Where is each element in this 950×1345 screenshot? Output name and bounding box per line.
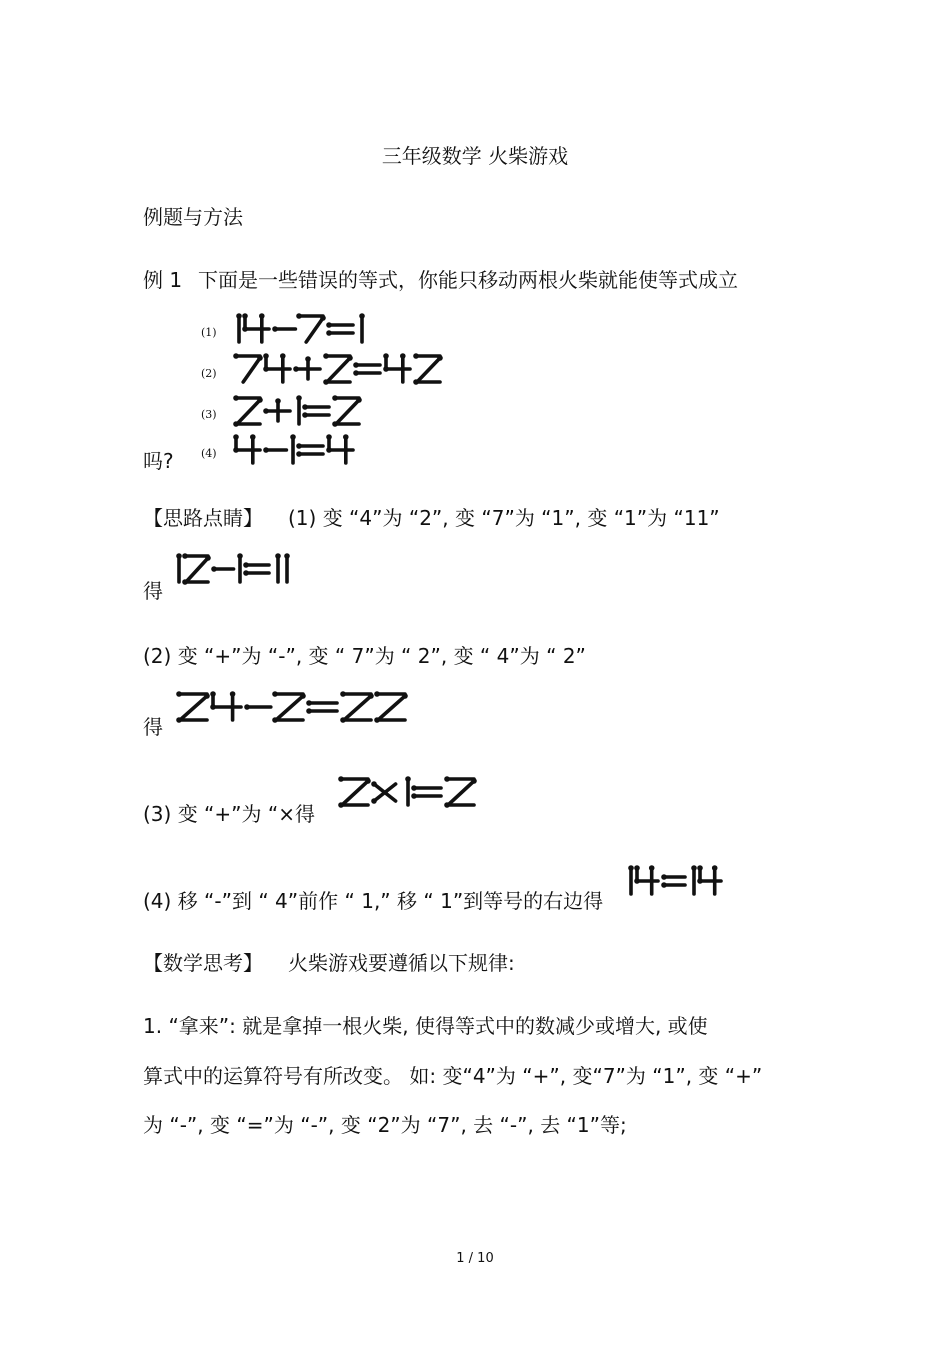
matchstick-head [405, 776, 411, 782]
result-prefix: 得 [143, 579, 163, 603]
matchstick-equation-4 [232, 433, 412, 467]
example-ending: 吗? [143, 449, 174, 473]
matchstick-head [296, 313, 302, 319]
matchstick-head [210, 704, 216, 710]
matchstick-head [211, 566, 217, 572]
matchstick [417, 358, 440, 382]
matchstick-head [649, 865, 655, 871]
matchstick-head [383, 366, 389, 372]
thinking-label: 【数学思考】 [143, 951, 263, 975]
thinking-text: 火柴游戏要遵循以下规律: [288, 951, 515, 975]
matchstick-head [257, 397, 263, 403]
matchstick-head [356, 397, 362, 403]
matchstick [306, 318, 323, 342]
matchstick-head [182, 579, 188, 585]
matchstick [378, 696, 405, 720]
matchstick-head [233, 434, 239, 440]
matchstick-head [368, 693, 374, 699]
matchstick-head [413, 353, 419, 359]
matchstick-head [182, 553, 188, 559]
matchstick-head [259, 313, 265, 319]
matchstick [327, 358, 350, 382]
matchstick-head [233, 395, 239, 401]
matchstick-head [275, 398, 281, 404]
matchstick-head [306, 708, 312, 714]
page-number: 1 / 10 [456, 1251, 494, 1266]
matchstick-head [257, 355, 263, 361]
matchstick-head [340, 717, 346, 723]
matchstick-head [263, 408, 269, 414]
matchstick-head [293, 366, 299, 372]
matchstick-head [326, 330, 332, 336]
matchstick-head [444, 776, 450, 782]
matchstick-head [326, 447, 332, 453]
hint-line-2: (2) 变 “+”为 “-”, 变 “ 7”为 “ 2”, 变 “ 4”为 “ 2” [143, 644, 586, 668]
rule-line: 为 “-”, 变 “=”为 “-”, 变 “2”为 “7”, 去 “-”, 去 “1”等; [143, 1113, 627, 1137]
matchstick-head [371, 798, 377, 804]
matchstick-head [359, 313, 365, 319]
matchstick-equation-3 [232, 394, 412, 428]
matchstick-head [176, 553, 182, 559]
hint-line-3: (3) 变 “+”为 “×得 [143, 802, 316, 826]
matchstick-head [302, 412, 308, 418]
matchstick-head [236, 313, 242, 319]
matchstick-head [204, 693, 210, 699]
matchstick-head [374, 691, 380, 697]
matchstick-head [263, 353, 269, 359]
matchstick [237, 400, 260, 424]
matchstick [186, 558, 208, 582]
matchstick-head [272, 717, 278, 723]
matchstick-head [374, 717, 380, 723]
matchstick-head [400, 353, 406, 359]
result-prefix: 得 [143, 715, 163, 739]
matchstick-head [411, 785, 417, 791]
matchstick-head [243, 562, 249, 568]
matchstick-head [244, 704, 250, 710]
matchstick [448, 781, 474, 805]
hint-label: 【思路点睛】 [143, 506, 263, 530]
matchstick-result-2 [175, 690, 425, 724]
matchstick-head [634, 878, 640, 884]
equation-label: (3) [201, 408, 217, 421]
matchstick-head [250, 434, 256, 440]
matchstick-head [371, 781, 377, 787]
matchstick-head [471, 778, 477, 784]
matchstick-head [383, 353, 389, 359]
matchstick-equation-2 [232, 352, 472, 386]
matchstick-head [306, 700, 312, 706]
matchstick-head [296, 451, 302, 457]
matchstick-head [413, 379, 419, 385]
matchstick-head [242, 313, 248, 319]
matchstick-head [338, 776, 344, 782]
matchstick-head [300, 693, 306, 699]
matchstick [180, 696, 207, 720]
matchstick-head [402, 693, 408, 699]
equation-label: (4) [201, 447, 217, 460]
equation-label: (1) [201, 326, 217, 339]
matchstick-head [210, 691, 216, 697]
matchstick-head [305, 356, 311, 362]
matchstick-head [411, 793, 417, 799]
matchstick-head [323, 379, 329, 385]
matchstick-head [444, 802, 450, 808]
matchstick-head [634, 865, 640, 871]
matchstick-head [280, 353, 286, 359]
matchstick-result-3 [337, 775, 507, 809]
matchstick-head [332, 395, 338, 401]
matchstick-head [347, 355, 353, 361]
matchstick-result-4 [624, 864, 754, 898]
matchstick-head [353, 370, 359, 376]
matchstick [336, 400, 359, 424]
matchstick-head [242, 326, 248, 332]
matchstick [342, 781, 368, 805]
matchstick-head [338, 802, 344, 808]
section-heading: 例题与方法 [143, 205, 243, 229]
matchstick-head [437, 355, 443, 361]
matchstick-head [697, 865, 703, 871]
matchstick-head [712, 865, 718, 871]
hint-line-1: (1) 变 “4”为 “2”, 变 “7”为 “1”, 变 “1”为 “11” [288, 506, 720, 530]
matchstick-head [343, 434, 349, 440]
matchstick-head [275, 553, 281, 559]
matchstick-head [233, 421, 239, 427]
matchstick-head [691, 865, 697, 871]
hint-line-4: (4) 移 “-”到 “ 4”前作 “ 1,” 移 “ 1”到等号的右边得 [143, 889, 604, 913]
matchstick-head [697, 878, 703, 884]
matchstick-head [272, 691, 278, 697]
matchstick-head [353, 362, 359, 368]
matchstick-head [233, 447, 239, 453]
matchstick-head [176, 717, 182, 723]
matchstick-head [272, 326, 278, 332]
matchstick-head [176, 691, 182, 697]
matchstick-head [263, 366, 269, 372]
matchstick-head [302, 404, 308, 410]
matchstick-head [263, 447, 269, 453]
matchstick-equation-1 [232, 312, 432, 346]
matchstick-head [233, 353, 239, 359]
example-text: 下面是一些错误的等式，你能只移动两根火柴就能使等式成立 [198, 268, 738, 292]
matchstick-head [230, 691, 236, 697]
page-title: 三年级数学 火柴游戏 [381, 144, 569, 168]
matchstick-head [323, 353, 329, 359]
matchstick-head [661, 874, 667, 880]
matchstick-head [628, 865, 634, 871]
matchstick [276, 696, 303, 720]
matchstick-head [237, 553, 243, 559]
rule-line: 算式中的运算符号有所改变。 如: 变“4”为 “+”, 变“7”为 “1”, 变 “+” [143, 1064, 763, 1088]
matchstick-head [320, 315, 326, 321]
matchstick-head [205, 555, 211, 561]
matchstick-head [340, 691, 346, 697]
matchstick-head [326, 322, 332, 328]
matchstick-head [296, 443, 302, 449]
matchstick [344, 696, 371, 720]
matchstick-head [284, 553, 290, 559]
matchstick-head [296, 395, 302, 401]
matchstick-head [365, 778, 371, 784]
matchstick [243, 358, 260, 382]
matchstick-head [332, 421, 338, 427]
equation-label: (2) [201, 367, 217, 380]
matchstick-head [326, 434, 332, 440]
matchstick-head [243, 570, 249, 576]
example-label: 例 1 [143, 268, 183, 292]
matchstick-head [661, 882, 667, 888]
matchstick-result-1 [172, 552, 372, 586]
rule-line: 1. “拿来”: 就是拿掉一根火柴, 使得等式中的数减少或增大, 或使 [143, 1014, 708, 1038]
matchstick-head [290, 434, 296, 440]
